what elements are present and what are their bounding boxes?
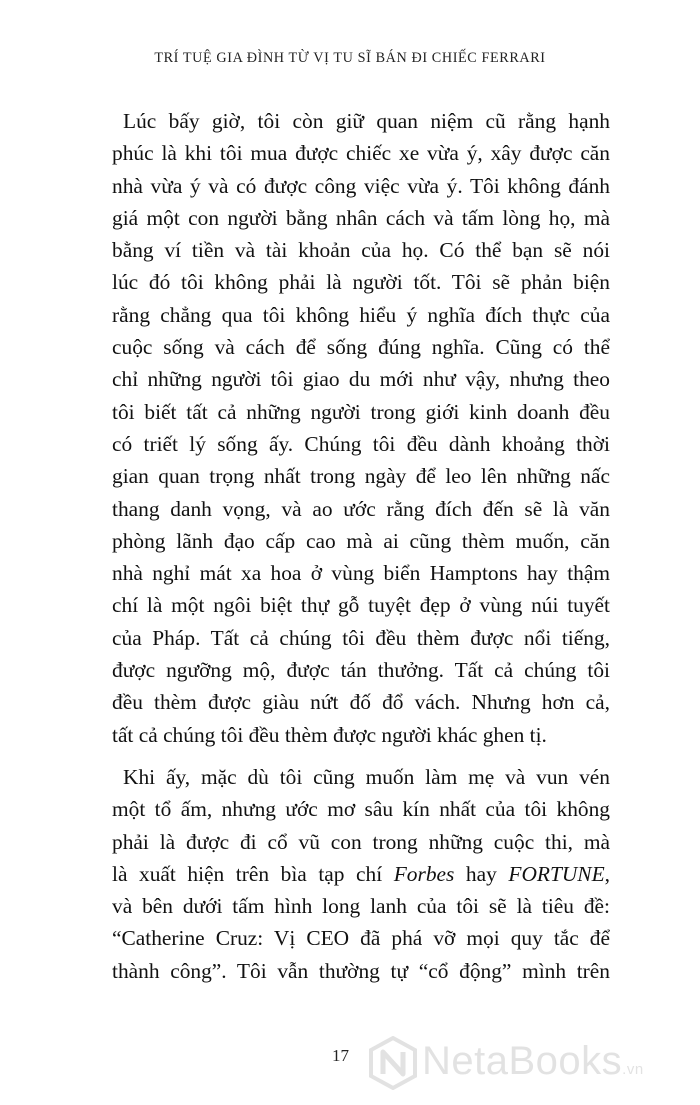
netabooks-watermark: [368, 1030, 698, 1100]
text-line: thành công”. Tôi vẫn thường tự “cổ động” mình trên: [112, 958, 610, 983]
text-line: có triết lý sống ấy. Chúng tôi đều dành khoảng thời: [112, 431, 610, 456]
text-line: Khi ấy, mặc dù tôi cũng muốn làm mẹ và vun vén: [123, 764, 610, 789]
watermark-brand: NetaBooks: [422, 1039, 623, 1083]
text-line: rằng chẳng qua tôi không hiểu ý nghĩa đích thực của: [112, 302, 610, 327]
watermark-suffix: .vn: [622, 1061, 644, 1078]
text-line: thang danh vọng, và ao ước rằng đích đến sẽ là văn: [112, 496, 610, 521]
text-line: đều thèm được giàu nứt đố đổ vách. Nhưng hơn cả,: [112, 690, 610, 715]
text-line-with-magazine-titles: [112, 858, 610, 890]
running-header: TRÍ TUỆ GIA ĐÌNH TỪ VỊ TU SĨ BÁN ĐI CHIẾC FERRARI: [154, 50, 546, 66]
text-line: Lúc bấy giờ, tôi còn giữ quan niệm cũ rằng hạnh: [123, 109, 610, 133]
text-line: lúc đó tôi không phải là người tốt. Tôi sẽ phản biện: [112, 270, 610, 295]
magazine-title-forbes: Forbes: [393, 861, 455, 886]
netabooks-logo-icon: [368, 1036, 418, 1090]
text-line: tất cả chúng tôi đều thèm được người khác ghen tị.: [112, 722, 547, 747]
paragraph-2: [112, 761, 610, 987]
text-line: phòng lãnh đạo cấp cao mà ai cũng thèm muốn, căn: [112, 528, 610, 553]
body-text: [112, 105, 610, 987]
page-number: 17: [332, 1046, 349, 1065]
text-line: chỉ những người tôi giao du mới như vậy, nhưng theo: [112, 367, 610, 392]
watermark-text: [422, 1039, 644, 1084]
text-line: phải là được đi cổ vũ con trong những cuộc thi, mà: [112, 829, 610, 854]
text-line: bằng ví tiền và tài khoản của họ. Có thể bạn sẽ nói: [112, 238, 610, 263]
magazine-title-fortune: FORTUNE: [508, 861, 605, 886]
text-fragment: là xuất hiện trên bìa tạp chí: [112, 861, 394, 886]
text-line: và bên dưới tấm hình long lanh của tôi sẽ là tiêu đề:: [112, 894, 610, 919]
text-line: tôi biết tất cả những người trong giới kinh doanh đều: [112, 399, 610, 424]
text-line: chí là một ngôi biệt thự gỗ tuyệt đẹp ở vùng núi tuyết: [112, 593, 610, 618]
text-line: giá một con người bằng nhân cách và tấm lòng họ, mà: [112, 205, 610, 230]
text-line: cuộc sống và cách để sống đúng nghĩa. Cũng có thể: [112, 335, 610, 360]
text-line: gian quan trọng nhất trong ngày để leo lên những nấc: [112, 464, 610, 489]
text-line: “Catherine Cruz: Vị CEO đã phá vỡ mọi quy tắc để: [112, 926, 610, 951]
paragraph-1: [112, 105, 610, 751]
text-fragment: hay: [454, 861, 509, 886]
text-line: được ngưỡng mộ, được tán thưởng. Tất cả chúng tôi: [112, 658, 610, 683]
text-line: của Pháp. Tất cả chúng tôi đều thèm được nổi tiếng,: [112, 625, 610, 650]
text-line: nhà nghỉ mát xa hoa ở vùng biển Hamptons hay thậm: [112, 561, 610, 586]
text-line: phúc là khi tôi mua được chiếc xe vừa ý, xây được căn: [112, 141, 610, 166]
text-line: một tổ ấm, nhưng ước mơ sâu kín nhất của tôi không: [112, 797, 610, 822]
text-line: nhà vừa ý và có được công việc vừa ý. Tôi không đánh: [112, 173, 610, 198]
text-fragment: ,: [604, 861, 610, 886]
